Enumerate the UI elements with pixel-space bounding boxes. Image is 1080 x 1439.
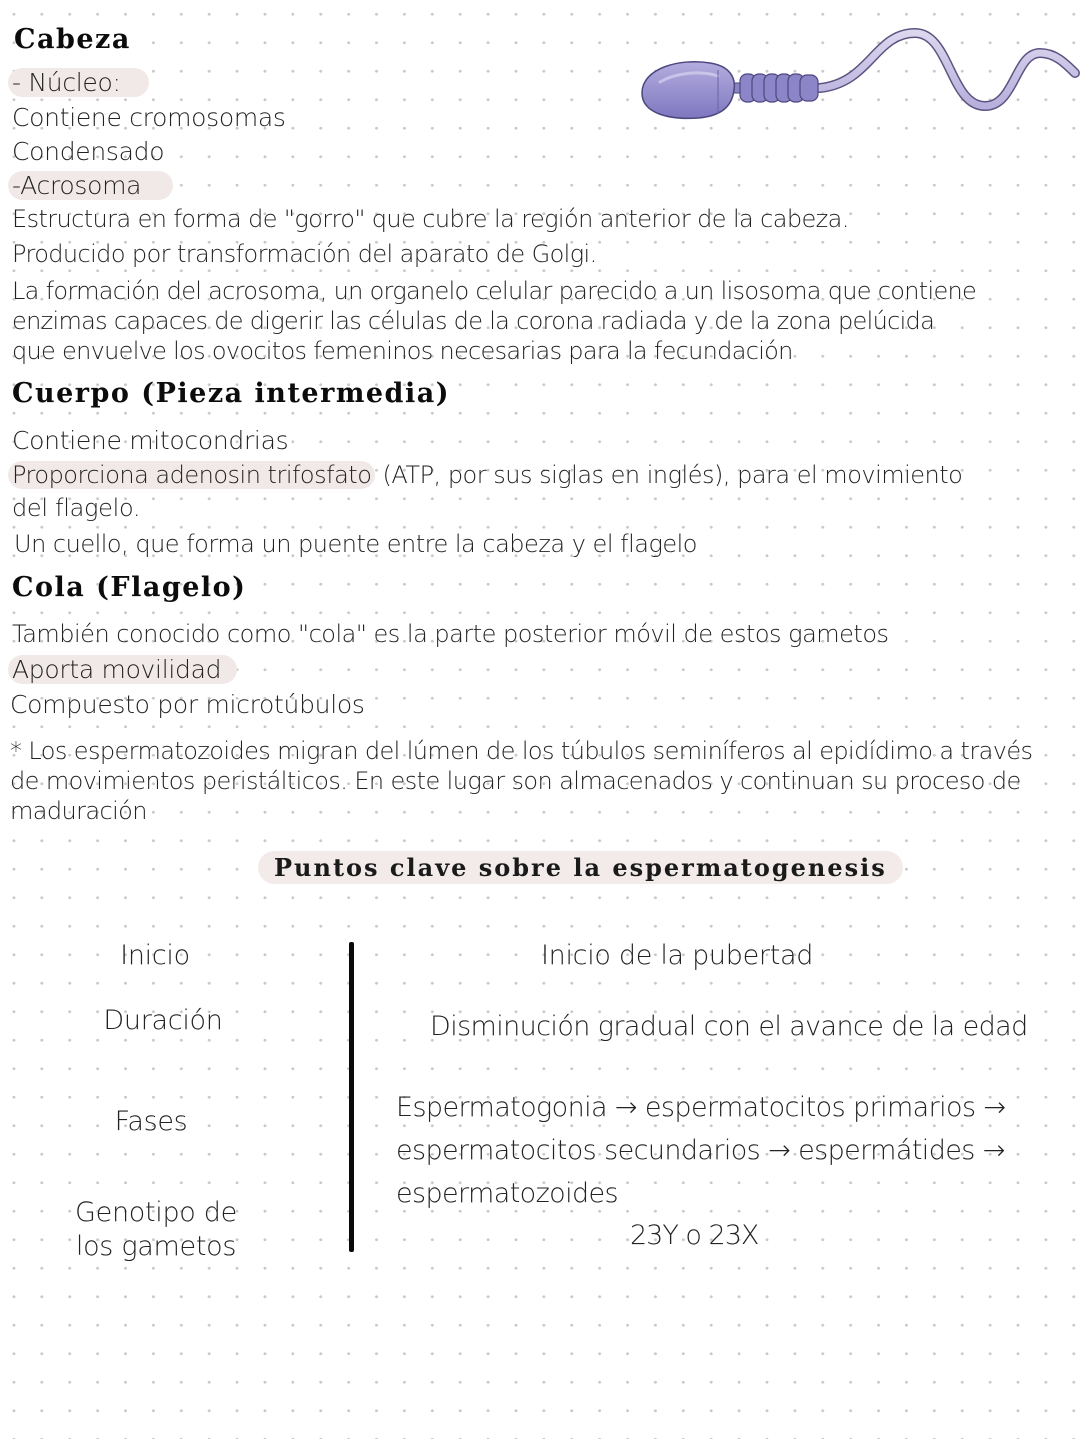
row-value-fases [396,1086,1036,1209]
acrosoma-highlight: -Acrosoma [8,171,173,200]
row-value-genotipo: 23Y o 23X [630,1220,759,1251]
cola-item-2 [12,655,237,684]
section-title-cuerpo: Cuerpo (Pieza intermedia) [12,378,450,409]
genotipo-line-2: los gametos [75,1231,237,1262]
migration-note: * Los espermatozoides migran del lúmen de los túbulos seminíferos al epidídimo a través de movimientos peristálticos. En este lugar son almacenados y continuan su proceso de maduración [10,737,1033,825]
cuerpo-cuello: Un cuello, que forma un puente entre la cabeza y el flagelo [14,530,697,558]
cola-item-3: Compuesto por microtúbulos [10,690,365,719]
section-title-cola: Cola (Flagelo) [12,572,247,603]
nucleo-highlight: - Núcleo: [8,68,149,97]
key-points-title-pill: Puntos clave sobre la espermatogenesis [258,851,903,884]
cola-item-1: También conocido como "cola" es la parte posterior móvil de estos gametos [12,620,889,648]
fases-line-3: espermatozoides [396,1178,619,1209]
nucleo-label [12,68,149,97]
atp-rest: (ATP, por sus siglas en inglés), para el movimiento [375,461,963,489]
table-divider [349,942,354,1252]
fases-line-1: Espermatogonia → espermatocitos primarios → [396,1092,1006,1123]
row-label-genotipo [58,1196,254,1264]
acrosoma-paragraph: La formación del acrosoma, un organelo celular parecido a un lisosoma que contiene enzimas capaces de digerir las células de la corona radiada y de la zona pelúcida que envuelve los ovocitos femeninos necesarias para la fecundación [12,277,977,365]
row-value-duracion: Disminución gradual con el avance de la edad [430,1011,1028,1042]
row-label-duracion: Duración [103,1005,223,1036]
cuerpo-item-1: Contiene mitocondrias [12,426,289,455]
section-title-cabeza: Cabeza [14,24,131,55]
row-label-fases: Fases [114,1106,188,1137]
acrosoma-item-1: Estructura en forma de "gorro" que cubre la región anterior de la cabeza. [12,205,849,233]
acrosoma-label [12,171,173,200]
cuerpo-atp-line2: del flagelo. [12,494,141,522]
atp-highlight: Proporciona adenosin trifosfato [8,461,375,489]
fases-line-2: espermatocitos secundarios → espermátides → [396,1135,1005,1166]
row-value-inicio: Inicio de la pubertad [541,940,814,971]
key-points-title [258,853,903,882]
row-label-inicio: Inicio [120,940,190,971]
nucleo-item-1: Contiene cromosomas [12,103,286,132]
acrosoma-item-2: Producido por transformación del aparato de Golgi. [12,240,597,268]
nucleo-item-2: Condensado [12,137,165,166]
cuerpo-atp-line [12,461,962,489]
genotipo-line-1: Genotipo de [75,1197,237,1228]
movilidad-highlight: Aporta movilidad [8,655,237,684]
sperm-cell-illustration [630,18,1080,130]
